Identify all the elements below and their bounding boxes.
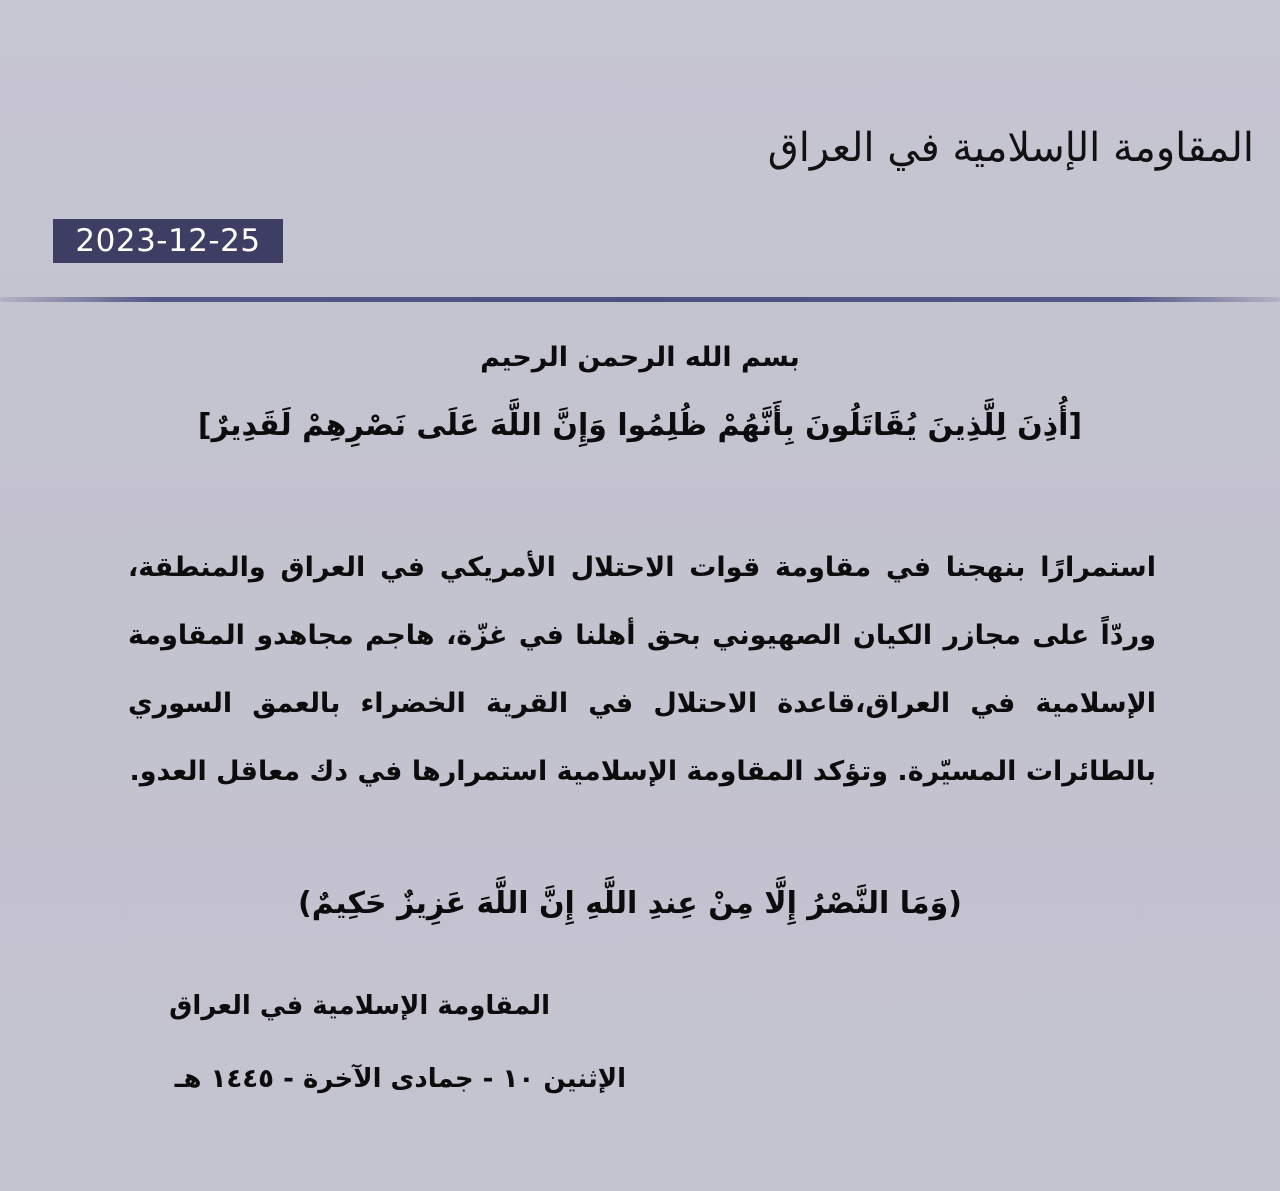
opening-verse: [أُذِنَ لِلَّذِينَ يُقَاتَلُونَ بِأَنَّهُمْ ظُلِمُوا وَإِنَّ اللَّهَ عَلَى نَصْرِهِمْ لَقَدِيرٌ] bbox=[197, 408, 1083, 443]
closing-verse: (وَمَا النَّصْرُ إِلَّا مِنْ عِندِ اللَّهِ إِنَّ اللَّهَ عَزِيزٌ حَكِيمٌ) bbox=[298, 886, 962, 921]
basmala-heading: بسم الله الرحمن الرحيم bbox=[480, 342, 800, 373]
date-badge: 2023-12-25 bbox=[53, 219, 283, 263]
signature: المقاومة الإسلامية في العراق bbox=[169, 991, 550, 1021]
hijri-date: الإثنين ١٠ - جمادى الآخرة - ١٤٤٥ هـ bbox=[174, 1064, 626, 1094]
organization-logo: المقاومة الإسلامية في العراق bbox=[767, 125, 1254, 171]
header-divider bbox=[0, 297, 1280, 302]
statement-body: استمرارًا بنهجنا في مقاومة قوات الاحتلال الأمريكي في العراق والمنطقة، وردّاً على مجازر الكيان الصهيوني بحق أهلنا في غزّة، هاجم مجاهدو المقاومة الإسلامية في العراق،قاعدة الاحتلال في القرية الخضراء بالعمق السوري بالطائرات المسيّرة. وتؤكد المقاومة الإسلامية استمرارها في دك معاقل العدو. bbox=[128, 552, 1156, 787]
